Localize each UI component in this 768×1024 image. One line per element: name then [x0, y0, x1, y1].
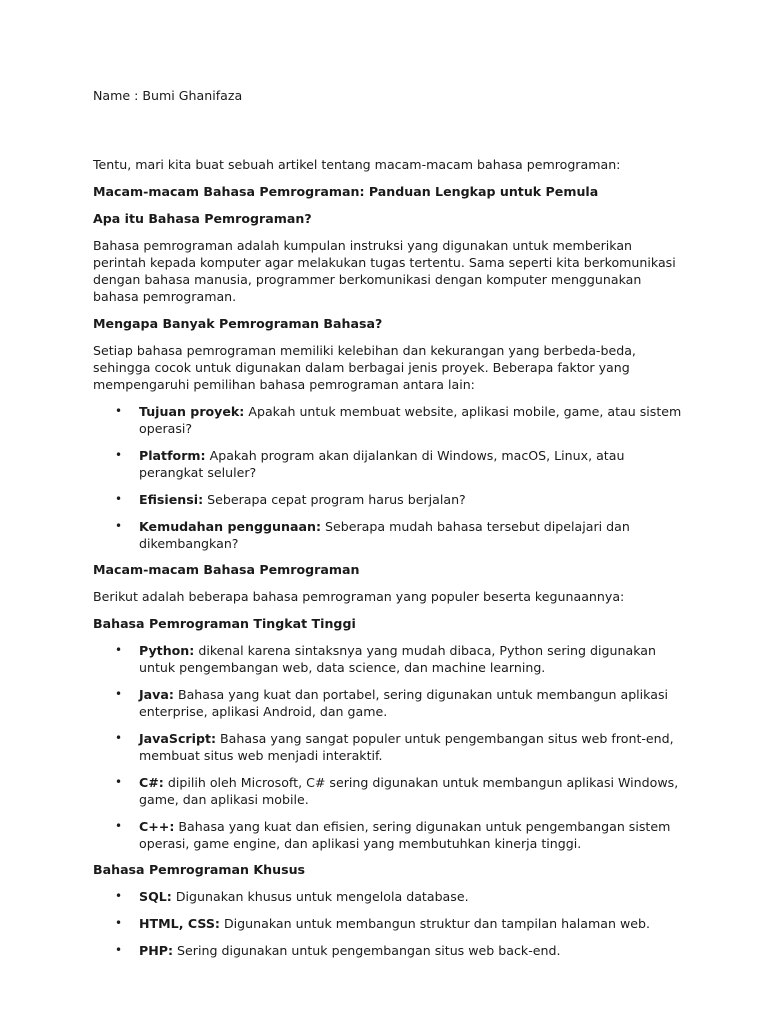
list-item-term: Platform: — [139, 448, 206, 463]
list-item — [93, 818, 683, 852]
list-item-term: SQL: — [139, 889, 172, 904]
list-item — [93, 730, 683, 764]
section-paragraph: Berikut adalah beberapa bahasa pemrograman yang populer beserta kegunaannya: — [93, 589, 625, 604]
list-item — [93, 518, 683, 552]
list-item — [93, 888, 683, 905]
bullet-icon: • — [115, 519, 123, 533]
list-item-text: Digunakan untuk membangun struktur dan tampilan halaman web. — [219, 916, 651, 931]
list-item-term: Tujuan proyek: — [139, 404, 245, 419]
section-heading: Bahasa Pemrograman Tingkat Tinggi — [93, 616, 356, 631]
bullet-list — [93, 403, 683, 552]
list-item-text: Apakah program akan dijalankan di Windows, macOS, Linux, atau perangkat seluler? — [139, 448, 625, 480]
bullet-icon: • — [115, 775, 123, 789]
bullet-icon: • — [115, 819, 123, 833]
list-item-text: Digunakan khusus untuk mengelola database. — [171, 889, 469, 904]
intro-text: Tentu, mari kita buat sebuah artikel tentang macam-macam bahasa pemrograman: — [93, 157, 621, 172]
bullet-icon: • — [115, 889, 123, 903]
list-item-term: C++: — [139, 819, 175, 834]
section-heading: Macam-macam Bahasa Pemrograman — [93, 562, 360, 577]
section-paragraph: Setiap bahasa pemrograman memiliki kelebihan dan kekurangan yang berbeda-beda, sehingga cocok untuk digunakan dalam berbagai jenis proyek. Beberapa faktor yang mempengaruhi pemilihan bahasa pemrograman antara lain: — [93, 343, 636, 392]
list-item-text: Bahasa yang kuat dan efisien, sering digunakan untuk pengembangan sistem operasi, game engine, dan aplikasi yang membutuhkan kinerja tinggi. — [139, 819, 671, 851]
section-paragraph: Bahasa pemrograman adalah kumpulan instruksi yang digunakan untuk memberikan perintah kepada komputer agar melakukan tugas tertentu. Sama seperti kita berkomunikasi dengan bahasa manusia, programmer berkomunikasi dengan komputer menggunakan bahasa pemrograman. — [93, 238, 676, 304]
list-item-text: Seberapa mudah bahasa tersebut dipelajari dan dikembangkan? — [139, 519, 630, 551]
list-item-term: C#: — [139, 775, 164, 790]
list-item-text: Apakah untuk membuat website, aplikasi mobile, game, atau sistem operasi? — [139, 404, 682, 436]
list-item-text: dipilih oleh Microsoft, C# sering digunakan untuk membangun aplikasi Windows, game, dan aplikasi mobile. — [139, 775, 679, 807]
list-item-term: Python: — [139, 643, 195, 658]
bullet-list — [93, 888, 683, 959]
document-body — [93, 87, 683, 968]
bullet-icon: • — [115, 643, 123, 657]
bullet-icon: • — [115, 448, 123, 462]
bullet-icon: • — [115, 492, 123, 506]
list-item-term: Kemudahan penggunaan: — [139, 519, 321, 534]
list-item-text: Bahasa yang sangat populer untuk pengembangan situs web front-end, membuat situs web menjadi interaktif. — [139, 731, 674, 763]
list-item-text: Seberapa cepat program harus berjalan? — [203, 492, 466, 507]
bullet-icon: • — [115, 731, 123, 745]
bullet-list — [93, 642, 683, 852]
article-title: Macam-macam Bahasa Pemrograman: Panduan Lengkap untuk Pemula — [93, 184, 599, 199]
list-item — [93, 403, 683, 437]
list-item — [93, 491, 683, 508]
list-item — [93, 774, 683, 808]
list-item-term: Java: — [139, 687, 174, 702]
list-item-text: Bahasa yang kuat dan portabel, sering digunakan untuk membangun aplikasi enterprise, aplikasi Android, dan game. — [139, 687, 669, 719]
list-item-text: dikenal karena sintaksnya yang mudah dibaca, Python sering digunakan untuk pengembangan web, data science, dan machine learning. — [139, 643, 656, 675]
list-item-term: PHP: — [139, 943, 174, 958]
section-heading: Mengapa Banyak Pemrograman Bahasa? — [93, 316, 383, 331]
list-item — [93, 915, 683, 932]
bullet-icon: • — [115, 404, 123, 418]
bullet-icon: • — [115, 687, 123, 701]
bullet-icon: • — [115, 916, 123, 930]
list-item — [93, 686, 683, 720]
section-heading: Apa itu Bahasa Pemrograman? — [93, 211, 312, 226]
bullet-icon: • — [115, 943, 123, 957]
list-item — [93, 942, 683, 959]
author-name: Name : Bumi Ghanifaza — [93, 88, 243, 103]
list-item-term: JavaScript: — [139, 731, 217, 746]
list-item — [93, 642, 683, 676]
section-heading: Bahasa Pemrograman Khusus — [93, 862, 306, 877]
list-item-text: Sering digunakan untuk pengembangan situs web back-end. — [173, 943, 561, 958]
list-item-term: HTML, CSS: — [139, 916, 220, 931]
list-item-term: Efisiensi: — [139, 492, 204, 507]
list-item — [93, 447, 683, 481]
